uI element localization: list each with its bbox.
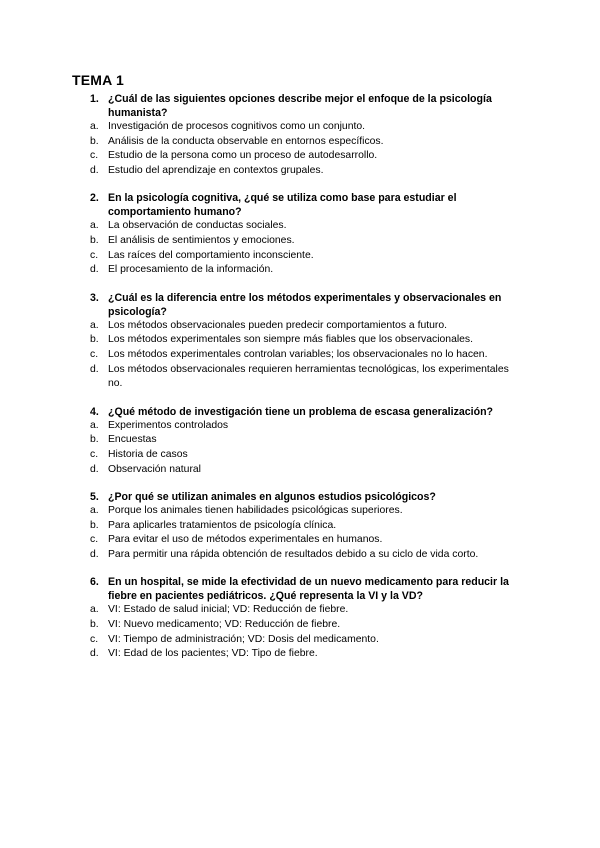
answer-option	[0, 533, 600, 548]
option-letter: a.	[90, 505, 99, 517]
answer-option	[0, 504, 600, 519]
option-letter: c.	[90, 534, 99, 546]
answer-option	[0, 448, 600, 463]
option-text: Para aplicarles tratamientos de psicología clínica.	[108, 519, 337, 531]
question-stem	[0, 191, 600, 219]
option-letter: a.	[90, 121, 99, 132]
option-letter: c.	[90, 633, 99, 645]
option-text: Los métodos observacionales pueden predecir comportamientos a futuro.	[108, 319, 448, 331]
question-stem	[0, 92, 600, 120]
question-number: 6.	[90, 576, 99, 589]
option-letter: a.	[90, 419, 99, 431]
option-text: Para permitir una rápida obtención de resultados debido a su ciclo de vida corto.	[108, 548, 479, 560]
question-item	[0, 92, 600, 178]
option-text: Estudio del aprendizaje en contextos grupales.	[108, 164, 324, 176]
option-letter: b.	[90, 619, 99, 631]
question-number: 2.	[90, 192, 99, 205]
question-item	[0, 405, 600, 477]
question-list	[0, 92, 600, 675]
answer-option	[0, 219, 600, 234]
question-text: En un hospital, se mide la efectividad de un nuevo medicamento para reducir la fiebre en pacientes pediátricos. ¿Qué representa la VI y la VD?	[108, 576, 509, 603]
question-text: ¿Cuál de las siguientes opciones describe mejor el enfoque de la psicología humanista?	[108, 93, 492, 119]
option-list	[0, 120, 600, 178]
question-number: 5.	[90, 491, 99, 504]
question-stem	[0, 490, 600, 504]
answer-option	[0, 234, 600, 249]
question-text: En la psicología cognitiva, ¿qué se utiliza como base para estudiar el comportamiento humano?	[108, 192, 457, 219]
option-letter: d.	[90, 164, 99, 176]
answer-option	[0, 519, 600, 534]
option-text: Los métodos experimentales controlan variables; los observacionales no lo hacen.	[108, 348, 488, 360]
question-number: 4.	[90, 405, 99, 418]
question-stem	[0, 291, 600, 319]
question-text: ¿Qué método de investigación tiene un problema de escasa generalización?	[108, 405, 494, 418]
option-letter: d.	[90, 264, 99, 276]
option-text: Porque los animales tienen habilidades psicológicas superiores.	[108, 505, 403, 517]
question-text: ¿Por qué se utilizan animales en algunos estudios psicológicos?	[108, 491, 436, 504]
answer-option	[0, 135, 600, 150]
question-item	[0, 191, 600, 277]
question-number: 3.	[90, 291, 99, 304]
option-letter: a.	[90, 604, 99, 616]
answer-option	[0, 319, 600, 334]
answer-option	[0, 419, 600, 434]
question-text: ¿Cuál es la diferencia entre los métodos experimentales y observacionales en psicología?	[108, 291, 502, 318]
option-letter: d.	[90, 363, 99, 375]
option-text: Experimentos controlados	[108, 419, 229, 431]
question-number: 1.	[90, 93, 99, 105]
answer-option	[0, 120, 600, 135]
option-text: Análisis de la conducta observable en entornos específicos.	[108, 135, 384, 147]
option-text: Observación natural	[108, 463, 201, 475]
option-letter: a.	[90, 319, 99, 331]
option-list	[0, 219, 600, 277]
option-letter: b.	[90, 519, 99, 531]
option-text: VI: Tiempo de administración; VD: Dosis del medicamento.	[108, 633, 379, 645]
option-letter: d.	[90, 648, 99, 660]
option-letter: b.	[90, 234, 99, 246]
option-letter: b.	[90, 334, 99, 346]
question-stem	[0, 405, 600, 419]
question-item	[0, 575, 600, 661]
option-text: Los métodos observacionales requieren herramientas tecnológicas, los experimentales no.	[108, 363, 509, 390]
answer-option	[0, 149, 600, 164]
option-text: El procesamiento de la información.	[108, 264, 274, 276]
page-title: TEMA 1	[72, 72, 125, 88]
answer-option	[0, 363, 600, 392]
option-letter: c.	[90, 150, 99, 162]
answer-option	[0, 333, 600, 348]
option-text: Las raíces del comportamiento inconsciente.	[108, 249, 314, 261]
option-letter: c.	[90, 448, 99, 460]
answer-option	[0, 647, 600, 662]
answer-option	[0, 263, 600, 278]
question-stem	[0, 575, 600, 603]
option-letter: b.	[90, 434, 99, 446]
answer-option	[0, 164, 600, 179]
answer-option	[0, 463, 600, 478]
answer-option	[0, 249, 600, 264]
option-list	[0, 419, 600, 477]
answer-option	[0, 433, 600, 448]
option-text: El análisis de sentimientos y emociones.	[108, 234, 295, 246]
answer-option	[0, 618, 600, 633]
option-text: Los métodos experimentales son siempre más fiables que los observacionales.	[108, 334, 474, 346]
option-text: VI: Edad de los pacientes; VD: Tipo de fiebre.	[108, 648, 318, 660]
option-text: Para evitar el uso de métodos experimentales en humanos.	[108, 534, 383, 546]
option-letter: d.	[90, 463, 99, 475]
option-list	[0, 603, 600, 661]
option-text: VI: Nuevo medicamento; VD: Reducción de fiebre.	[108, 619, 341, 631]
option-text: Historia de casos	[108, 448, 188, 460]
option-text: VI: Estado de salud inicial; VD: Reducción de fiebre.	[108, 604, 349, 616]
option-letter: d.	[90, 548, 99, 560]
option-letter: c.	[90, 348, 99, 360]
option-letter: c.	[90, 249, 99, 261]
answer-option	[0, 603, 600, 618]
option-text: Encuestas	[108, 434, 157, 446]
option-letter: b.	[90, 135, 99, 147]
question-item	[0, 490, 600, 562]
option-letter: a.	[90, 220, 99, 232]
answer-option	[0, 548, 600, 563]
answer-option	[0, 633, 600, 648]
option-text: Estudio de la persona como un proceso de autodesarrollo.	[108, 150, 378, 162]
option-list	[0, 504, 600, 562]
option-list	[0, 319, 600, 392]
answer-option	[0, 348, 600, 363]
question-item	[0, 291, 600, 392]
option-text: Investigación de procesos cognitivos como un conjunto.	[108, 121, 366, 132]
option-text: La observación de conductas sociales.	[108, 220, 287, 232]
